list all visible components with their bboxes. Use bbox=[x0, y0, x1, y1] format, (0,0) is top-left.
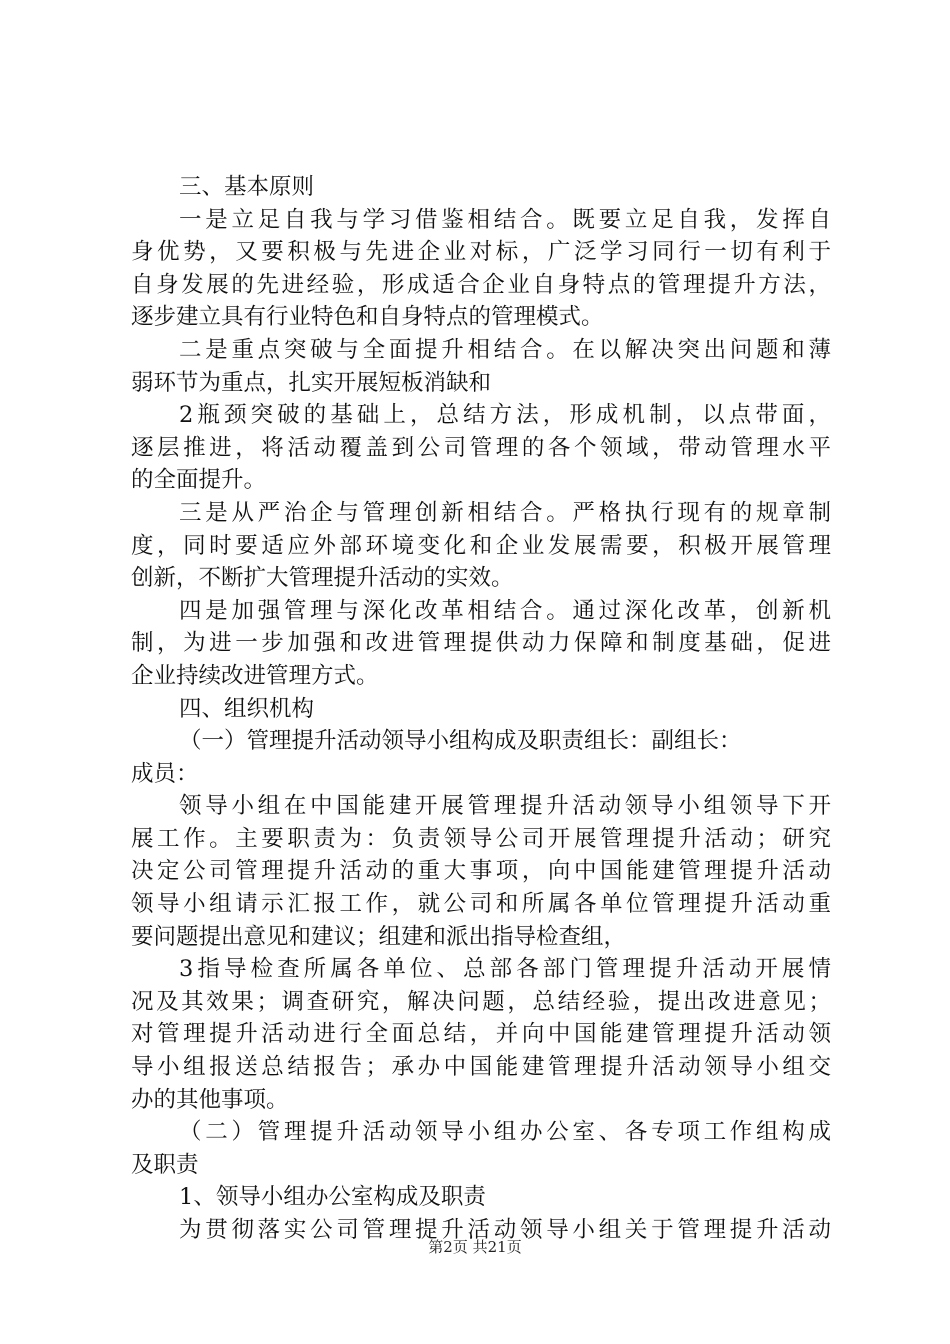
page-footer bbox=[0, 1237, 950, 1257]
text-line: 况及其效果；调查研究，解决问题，总结经验，提出改进意见； bbox=[131, 988, 831, 1015]
text-line: 对管理提升活动进行全面总结，并向中国能建管理提升活动领 bbox=[131, 1021, 831, 1048]
text-line: 逐层推进，将活动覆盖到公司管理的各个领域，带动管理水平 bbox=[131, 434, 831, 461]
text-line: 四、组织机构 bbox=[179, 695, 315, 722]
document-body bbox=[131, 171, 831, 1247]
text-line: 为贯彻落实公司管理提升活动领导小组关于管理提升活动 bbox=[179, 1217, 831, 1243]
text-line: 四是加强管理与深化改革相结合。通过深化改革，创新机 bbox=[179, 597, 831, 624]
text-line: 导小组报送总结报告；承办中国能建管理提升活动领导小组交 bbox=[131, 1054, 831, 1081]
text-line: 三、基本原则 bbox=[179, 174, 315, 200]
text-line: 身优势，又要积极与先进企业对标，广泛学习同行一切有利于 bbox=[131, 239, 831, 266]
text-line: 及职责 bbox=[131, 1151, 199, 1178]
text-line: 办的其他事项。 bbox=[131, 1086, 289, 1113]
text-line: （一）管理提升活动领导小组构成及职责组长：副组长： bbox=[179, 728, 742, 755]
text-line: 2瓶颈突破的基础上，总结方法，形成机制，以点带面， bbox=[179, 402, 831, 429]
text-line: 的全面提升。 bbox=[131, 467, 267, 494]
text-line: 3指导检查所属各单位、总部各部门管理提升活动开展情 bbox=[179, 956, 831, 983]
text-line: 一是立足自我与学习借鉴相结合。既要立足自我，发挥自 bbox=[179, 206, 831, 233]
text-line: 领导小组请示汇报工作，就公司和所属各单位管理提升活动重 bbox=[131, 891, 831, 918]
text-line: 1、领导小组办公室构成及职责 bbox=[179, 1184, 486, 1211]
text-line: 制，为进一步加强和改进管理提供动力保障和制度基础，促进 bbox=[131, 630, 831, 657]
text-line: 成员： bbox=[131, 760, 199, 787]
text-line: 要问题提出意见和建议；组建和派出指导检查组， bbox=[131, 923, 627, 950]
text-line: 弱环节为重点，扎实开展短板消缺和 bbox=[131, 369, 492, 396]
text-line: 三是从严治企与管理创新相结合。严格执行现有的规章制 bbox=[179, 499, 831, 526]
text-line: （二）管理提升活动领导小组办公室、各专项工作组构成 bbox=[179, 1119, 831, 1146]
text-line: 创新，不断扩大管理提升活动的实效。 bbox=[131, 565, 514, 592]
text-line: 二是重点突破与全面提升相结合。在以解决突出问题和薄 bbox=[179, 336, 831, 363]
text-line: 领导小组在中国能建开展管理提升活动领导小组领导下开 bbox=[179, 793, 831, 820]
text-line: 逐步建立具有行业特色和自身特点的管理模式。 bbox=[131, 304, 604, 331]
page-number: 第2页 共21页 bbox=[428, 1238, 522, 1256]
text-line: 展工作。主要职责为：负责领导公司开展管理提升活动；研究 bbox=[131, 825, 831, 852]
text-line: 决定公司管理提升活动的重大事项，向中国能建管理提升活动 bbox=[131, 858, 831, 885]
text-line: 度，同时要适应外部环境变化和企业发展需要，积极开展管理 bbox=[131, 532, 831, 559]
text-line: 企业持续改进管理方式。 bbox=[131, 662, 379, 689]
text-line: 自身发展的先进经验，形成适合企业自身特点的管理提升方法， bbox=[131, 271, 831, 298]
